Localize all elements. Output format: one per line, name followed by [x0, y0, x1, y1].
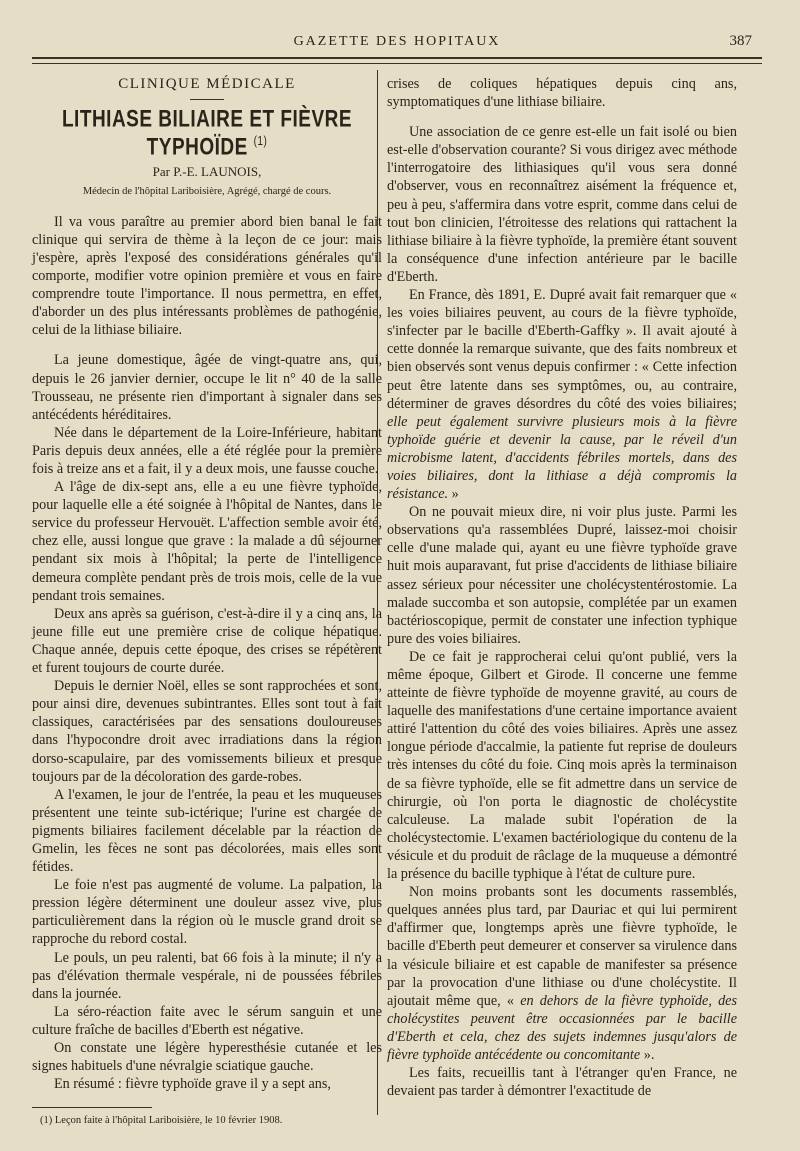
- paragraph: Le pouls, un peu ralenti, bat 66 fois à la minute; il n'y a pas d'élévation thermale vespérale, ni de poussées fébriles dans la journée.: [32, 949, 382, 1002]
- quote-text: Non moins probants sont les documents rassemblés, quelques années plus tard, par Dauriac et qui lui permirent d'affirmer que, longtemps après une fièvre typhoïde, le bacille d'Eberth peut demeurer et conserver sa virulence dans la vésicule biliaire et est capable de manifester sa présence par la provocation d'une lithiase ou d'une cholécystite. Il ajoutait même que, «: [387, 884, 737, 1009]
- page-number: 387: [729, 33, 752, 49]
- article-title-text: LITHIASE BILIAIRE ET FIÈVRE TYPHOÏDE: [61, 106, 353, 161]
- footnote: (1) Leçon faite à l'hôpital Lariboisière, le 10 février 1908.: [40, 1115, 283, 1127]
- author-affiliation: Médecin de l'hôpital Lariboisière, Agrégé, chargé de cours.: [82, 185, 332, 197]
- paragraph: De ce fait je rapprocherai celui qu'ont publié, vers la même époque, Gilbert et Girode. Il concerne une femme atteinte de fièvre typhoïde de moyenne gravité, au cours de laquelle des manifestations d'une certaine importance avaient attiré l'attention du côté des voies biliaires. Après une assez longue période d'accalmie, la patiente fut reprise de douleurs très intenses du côté du foie. Cinq mois après la terminaison de sa fièvre typhoïde, elle se fit admettre dans un service de chirurgie, où l'on porta le diagnostic de cholécystite calculeuse. La malade subit l'opération de la cholécystectomie. L'examen bactériologique du contenu de la vésicule et du produit de râclage de la muqueuse a démontré la présence du bacille typhique à l'état de culture pure.: [387, 648, 737, 883]
- paragraph: [387, 286, 737, 503]
- page-header: [32, 30, 762, 54]
- section-title: CLINIQUE MÉDICALE: [118, 76, 296, 92]
- paragraph: La séro-réaction faite avec le sérum sanguin et une culture fraîche de bacilles d'Eberth est négative.: [32, 1003, 382, 1038]
- paragraph: A l'examen, le jour de l'entrée, la peau et les muqueuses présentent une teinte sub-ictérique; l'urine est chargée de pigments biliaires facilement décelable par la réaction de Gmelin, les fèces ne sont pas décolorées, mais elles sont fétides.: [32, 786, 382, 876]
- paragraph: [387, 883, 737, 1064]
- footnote-rule: [32, 1107, 152, 1108]
- left-column: [32, 75, 382, 1130]
- paragraph: Les faits, recueillis tant à l'étranger qu'en France, ne devaient pas tarder à démontrer l'exactitude de: [387, 1065, 737, 1100]
- author: Par P.-E. LAUNOIS,: [152, 163, 262, 179]
- paragraph: A l'âge de dix-sept ans, elle a eu une fièvre typhoïde, pour laquelle elle a été soignée à l'hôpital de Nantes, dans le service du professeur Hervouët. L'affection semble avoir été, chez elle, aussi longue que grave : la malade a dû séjourner pendant six mois à l'hôpital; la perte de l'intelligence demeura complète pendant près de trois mois, celle de la vue pendant trois semaines.: [32, 479, 382, 604]
- paragraph: Le foie n'est pas augmenté de volume. La palpation, la pression légère déterminent une douleur assez vive, plus particulièrement dans la région où le muscle grand droit se rapproche du rebord costal.: [32, 877, 382, 948]
- paragraph: On ne pouvait mieux dire, ni voir plus juste. Parmi les observations qu'a rassemblées Dupré, laissez-moi choisir celle d'une malade qui, ayant eu une fièvre typhoïde grave huit mois auparavant, fut prise d'accidents de lithiase biliaire assez sérieux pour nécessiter une cholécystentérostomie. La malade succomba et son autopsie, complétée par un examen bactérioscopique, permit de constater une infection typhique pure des voies biliaires.: [387, 504, 737, 647]
- quote-italic: elle peut également survivre plusieurs mois à la fièvre typhoïde guérie et devenir la cause, par le réveil d'un microbisme latent, d'accidents fébriles mortels, dans des voies biliaires, dont la lithiase a déjà compromis la résistance.: [387, 413, 737, 503]
- section-rule: [190, 99, 224, 100]
- quote-text: En France, dès 1891, E. Dupré avait fait remarquer que « les voies biliaires peuvent, au cours de la fièvre typhoïde, s'infecter par le bacille d'Eberth-Gaffky ». Il avait ajouté à cette donnée la remarque suivante, que des faits nombreux et bien observés sont venus depuis confirmer : « Cette infection peut être latente dans ses symptômes, ou, au contraire, déterminer de graves désordres du côté des voies biliaires;: [387, 287, 737, 412]
- paragraph: La jeune domestique, âgée de vingt-quatre ans, qui, depuis le 26 janvier dernier, occupe le lit n° 40 de la salle Trousseau, ne présente rien d'important à signaler dans ses antécédents héréditaires.: [32, 352, 382, 423]
- quote-close: »: [451, 486, 459, 503]
- paragraph: En résumé : fièvre typhoïde grave il y a sept ans,: [54, 1076, 331, 1093]
- paragraph: Une association de ce genre est-elle un fait isolé ou bien est-elle d'observation courante? Si vous dirigez avec méthode l'interrogatoire des lithiasiques qu'il vous sera donné d'observer, vous en reconnaîtrez aisément la fréquence et, peu à peu, s'affermira dans votre esprit, comme dans celui de tout bon clinicien, l'étroitesse des relations qui rattachent la lithiase biliaire à la fièvre typhoïde, la première étant souvent la conséquence d'une infection antérieure par le bacille d'Eberth.: [387, 124, 737, 285]
- quote-italic: en dehors de la fièvre typhoïde, des cholécystites peuvent être occasionnées par le bacille d'Eberth et cela, chez des sujets indemnes jusqu'alors de fièvre typhoïde antécédente ou concomitante: [387, 992, 737, 1063]
- title-footnote-ref: (1): [253, 135, 268, 150]
- article-title: [32, 106, 382, 161]
- paragraph: crises de coliques hépatiques depuis cinq ans, symptomatiques d'une lithiase biliaire.: [387, 76, 737, 111]
- header-rule: [32, 57, 762, 64]
- paragraph: Née dans le département de la Loire-Inférieure, habitant Paris depuis deux années, elle a été réglée pour la première fois à treize ans et a fait, il y a deux mois, une fausse couche.: [32, 424, 382, 478]
- running-title: GAZETTE DES HOPITAUX: [293, 34, 501, 49]
- paragraph: On constate une légère hyperesthésie cutanée et les signes habituels d'une névralgie sciatique gauche.: [32, 1040, 382, 1075]
- paragraph: Deux ans après sa guérison, c'est-à-dire il y a cinq ans, la jeune fille eut une première crise de colique hépatique. Chaque année, depuis cette époque, des crises se répétèrent et furent toujours de courte durée.: [32, 605, 382, 677]
- paragraph: Depuis le dernier Noël, elles se sont rapprochées et sont, pour ainsi dire, devenues subintrantes. Elles sont tout à fait classiques, caractérisées par des sensations douloureuses dans l'hypocondre droit avec irradiations dans la région dorso-scapulaire, par des vomissements bilieux et presque toujours par de la décoloration des garde-robes.: [32, 678, 382, 785]
- right-column: [387, 75, 737, 1100]
- quote-close: ».: [643, 1046, 655, 1063]
- paragraph: Il va vous paraître au premier abord bien banal le fait clinique qui servira de thème à la leçon de ce jour: mais j'espère, après l'exposé des considérations générales qu'il comporte, modifier votre opinion première et vous en faire comprendre toute l'importance. Il nous permettra, en effet, d'aborder un des plus intéressants problèmes de pathogénie, celui de la lithiase biliaire.: [32, 213, 382, 339]
